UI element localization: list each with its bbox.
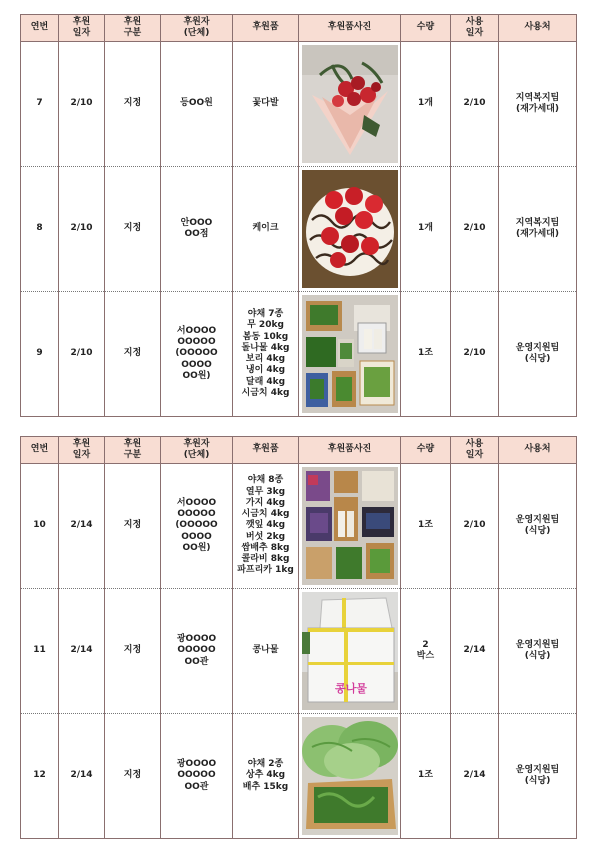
row-no: 10 [21, 464, 59, 589]
row-item [233, 589, 299, 714]
row-photo [299, 464, 401, 589]
row-date: 2/14 [59, 464, 105, 589]
row-item [233, 292, 299, 417]
row-type: 지정 [105, 42, 161, 167]
row-item [233, 167, 299, 292]
row-date: 2/14 [59, 589, 105, 714]
header-donation-date: 후원 일자 [59, 15, 105, 42]
row-use-date: 2/14 [451, 714, 499, 839]
row-donor: 서OOOO OOOOO (OOOOO OOOO OO원) [161, 292, 233, 417]
row-date: 2/10 [59, 42, 105, 167]
header-donor: 후원자 (단체) [161, 15, 233, 42]
item-line: 가지 4kg [245, 497, 286, 508]
header-use-date: 사용 일자 [451, 437, 499, 464]
row-use-date: 2/10 [451, 464, 499, 589]
header-qty: 수량 [401, 15, 451, 42]
header-donation-type: 후원 구분 [105, 437, 161, 464]
table-row [21, 714, 577, 839]
header-no: 연번 [21, 437, 59, 464]
item-line: 돌나물 4kg [241, 342, 290, 353]
row-item [233, 714, 299, 839]
row-no: 12 [21, 714, 59, 839]
header-use-place: 사용처 [499, 437, 577, 464]
header-use-date: 사용 일자 [451, 15, 499, 42]
item-line: 달래 4kg [245, 376, 286, 387]
header-row [21, 437, 577, 464]
row-qty: 2 박스 [401, 589, 451, 714]
item-line: 봄동 10kg [242, 331, 289, 342]
row-place: 운영지원팀 (식당) [499, 589, 577, 714]
header-donor: 후원자 (단체) [161, 437, 233, 464]
item-line: 보리 4kg [245, 354, 286, 364]
item-line: 배추 15kg [242, 781, 289, 792]
row-place: 운영지원팀 (식당) [499, 292, 577, 417]
item-line: 파프리카 1kg [237, 565, 294, 576]
row-date: 2/10 [59, 292, 105, 417]
box-label: 콩나물 [334, 682, 367, 695]
row-qty: 1조 [401, 714, 451, 839]
header-donation-date: 후원 일자 [59, 437, 105, 464]
row-type: 지정 [105, 167, 161, 292]
row-donor: 등OO원 [161, 42, 233, 167]
item-line: 시금치 4kg [241, 509, 290, 520]
boxes-photo [302, 592, 398, 710]
item-line: 버섯 2kg [245, 531, 286, 542]
row-qty: 1조 [401, 464, 451, 589]
item-line: 상추 4kg [245, 770, 286, 781]
row-no: 9 [21, 292, 59, 417]
item-line: 콜라비 8kg [241, 554, 290, 565]
row-qty: 1개 [401, 42, 451, 167]
row-use-date: 2/14 [451, 589, 499, 714]
vegetables-photo [302, 467, 398, 585]
header-no: 연번 [21, 15, 59, 42]
item-lead: 꽃다발 [252, 98, 279, 109]
row-item [233, 464, 299, 589]
header-row [21, 15, 577, 42]
cake-photo [302, 170, 398, 288]
row-no: 7 [21, 42, 59, 167]
header-qty: 수량 [401, 437, 451, 464]
row-no: 11 [21, 589, 59, 714]
row-photo [299, 714, 401, 839]
row-type: 지정 [105, 464, 161, 589]
row-item [233, 42, 299, 167]
row-qty: 1조 [401, 292, 451, 417]
row-date: 2/14 [59, 714, 105, 839]
donation-table-2 [20, 436, 577, 839]
row-place: 운영지원팀 (식당) [499, 714, 577, 839]
item-line: 냉이 4kg [245, 365, 286, 376]
row-place: 운영지원팀 (식당) [499, 464, 577, 589]
row-use-date: 2/10 [451, 42, 499, 167]
header-item: 후원품 [233, 15, 299, 42]
header-photo: 후원품사진 [299, 15, 401, 42]
bouquet-photo [302, 45, 398, 163]
cabbage-photo [302, 717, 398, 835]
row-use-date: 2/10 [451, 292, 499, 417]
row-photo [299, 589, 401, 714]
header-photo: 후원품사진 [299, 437, 401, 464]
row-type: 지정 [105, 589, 161, 714]
header-item: 후원품 [233, 437, 299, 464]
item-lead: 콩나물 [252, 645, 279, 656]
item-line: 깻잎 4kg [245, 520, 286, 531]
row-no: 8 [21, 167, 59, 292]
table-row [21, 42, 577, 167]
header-donation-type: 후원 구분 [105, 15, 161, 42]
row-place: 지역복지팀 (재가세대) [499, 167, 577, 292]
item-line: 열무 3kg [245, 486, 286, 497]
donation-table-1 [20, 14, 577, 417]
header-use-place: 사용처 [499, 15, 577, 42]
item-lead: 케이크 [252, 223, 279, 234]
row-use-date: 2/10 [451, 167, 499, 292]
row-type: 지정 [105, 714, 161, 839]
item-lead: 야채 8종 [247, 475, 284, 486]
item-line: 무 20kg [247, 320, 284, 331]
item-line: 시금치 4kg [241, 387, 290, 398]
item-line: 쌈배추 8kg [241, 542, 290, 553]
row-donor: 안OOO OO점 [161, 167, 233, 292]
row-date: 2/10 [59, 167, 105, 292]
row-donor: 서OOOO OOOOO (OOOOO OOOO OO원) [161, 464, 233, 589]
vegetables-photo [302, 295, 398, 413]
table-row [21, 589, 577, 714]
row-photo [299, 42, 401, 167]
table-row [21, 464, 577, 589]
row-type: 지정 [105, 292, 161, 417]
row-donor: 광OOOO OOOOO OO관 [161, 589, 233, 714]
row-qty: 1개 [401, 167, 451, 292]
item-lead: 야채 2종 [247, 759, 284, 770]
row-place: 지역복지팀 (재가세대) [499, 42, 577, 167]
table-row [21, 292, 577, 417]
row-photo [299, 292, 401, 417]
table-row [21, 167, 577, 292]
row-donor: 광OOOO OOOOO OO관 [161, 714, 233, 839]
row-photo [299, 167, 401, 292]
item-lead: 야채 7종 [247, 309, 284, 319]
